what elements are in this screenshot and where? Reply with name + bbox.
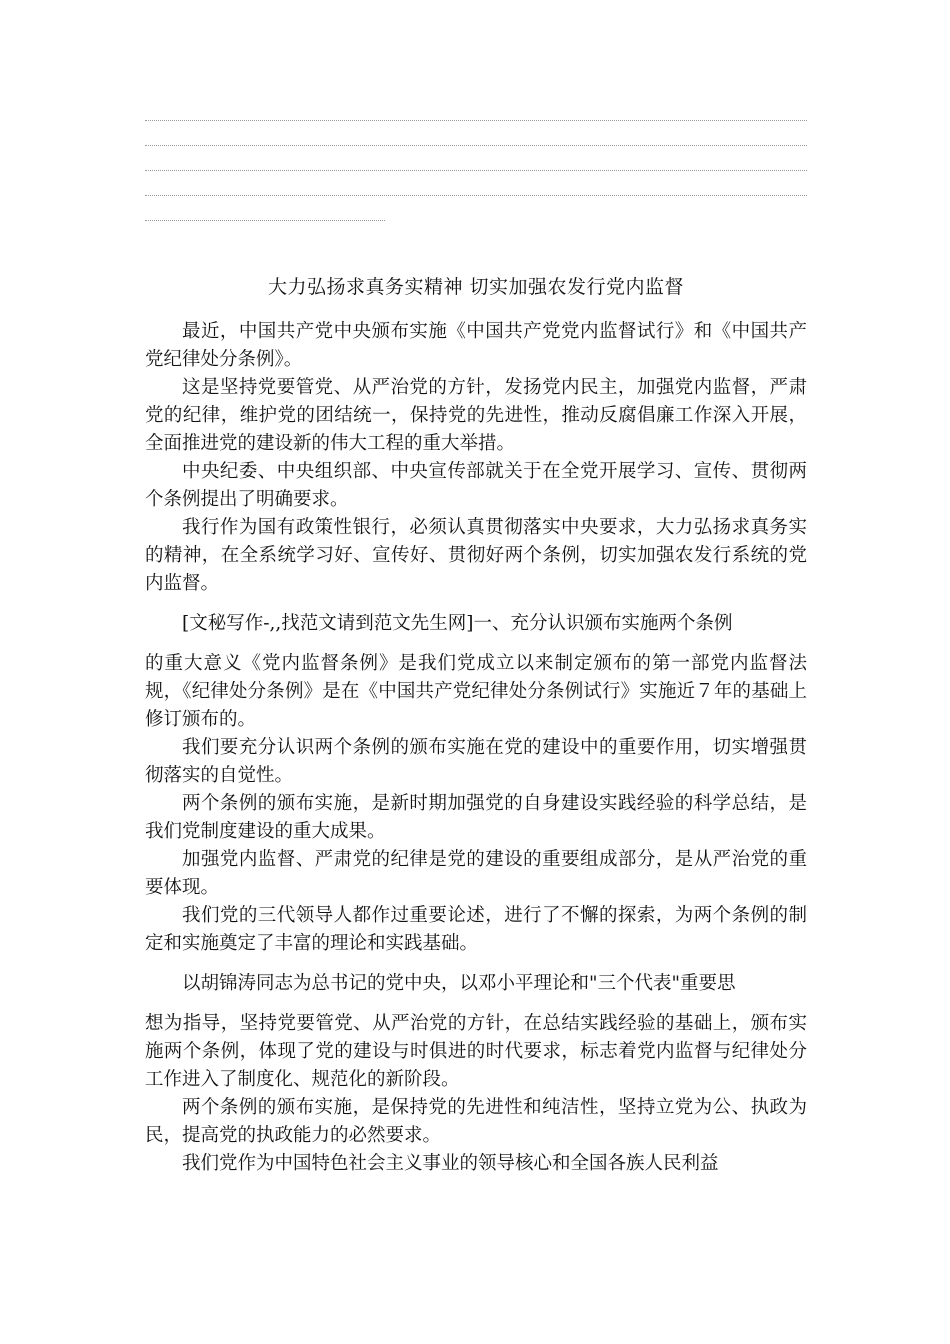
- paragraph: 我行作为国有政策性银行，必须认真贯彻落实中央要求，大力弘扬求真务实的精神，在全系统学习好、宣传好、贯彻好两个条例，切实加强农发行系统的党内监督。: [145, 517, 807, 594]
- paragraph: 最近，中国共产党中央颁布实施《中国共产党党内监督试行》和《中国共产党纪律处分条例》。: [145, 321, 807, 370]
- dotted-line: [145, 195, 807, 197]
- paragraph: 我们党的三代领导人都作过重要论述，进行了不懈的探索，为两个条例的制定和实施奠定了丰富的理论和实践基础。: [145, 905, 807, 954]
- paragraph: 想为指导，坚持党要管党、从严治党的方针，在总结实践经验的基础上，颁布实施两个条例，体现了党的建设与时俱进的时代要求，标志着党内监督与纪律处分工作进入了制度化、规范化的新阶段。: [145, 1013, 807, 1090]
- paragraph: 这是坚持党要管党、从严治党的方针，发扬党内民主，加强党内监督，严肃党的纪律，维护党的团结统一，保持党的先进性，推动反腐倡廉工作深入开展，全面推进党的建设新的伟大工程的重大举措。: [145, 377, 807, 454]
- paragraph: 加强党内监督、严肃党的纪律是党的建设的重要组成部分，是从严治党的重要体现。: [145, 849, 807, 898]
- dotted-header-lines: [145, 120, 807, 245]
- paragraph: 两个条例的颁布实施，是新时期加强党的自身建设实践经验的科学总结，是我们党制度建设的重大成果。: [145, 793, 807, 842]
- dotted-line: [145, 145, 807, 147]
- paragraph: 两个条例的颁布实施，是保持党的先进性和纯洁性，坚持立党为公、执政为民，提高党的执政能力的必然要求。: [145, 1097, 807, 1146]
- paragraph: 以胡锦涛同志为总书记的党中央，以邓小平理论和"三个代表"重要思: [182, 973, 736, 994]
- paragraph: [文秘写作-,,找范文请到范文先生网]一、充分认识颁布实施两个条例: [182, 613, 733, 634]
- dotted-line: [145, 170, 807, 172]
- paragraph: 我们要充分认识两个条例的颁布实施在党的建设中的重要作用，切实增强贯彻落实的自觉性。: [145, 737, 807, 786]
- paragraph: 中央纪委、中央组织部、中央宣传部就关于在全党开展学习、宣传、贯彻两个条例提出了明确要求。: [145, 461, 807, 510]
- dotted-line: [145, 120, 807, 122]
- paragraph: 的重大意义《党内监督条例》是我们党成立以来制定颁布的第一部党内监督法规，《纪律处分条例》是在《中国共产党纪律处分条例试行》实施近７年的基础上修订颁布的。: [145, 653, 807, 730]
- document-body: [145, 318, 807, 1178]
- dotted-line: [145, 220, 385, 222]
- document-title: 大力弘扬求真务实精神 切实加强农发行党内监督: [267, 276, 685, 298]
- paragraph: 我们党作为中国特色社会主义事业的领导核心和全国各族人民利益: [182, 1153, 719, 1174]
